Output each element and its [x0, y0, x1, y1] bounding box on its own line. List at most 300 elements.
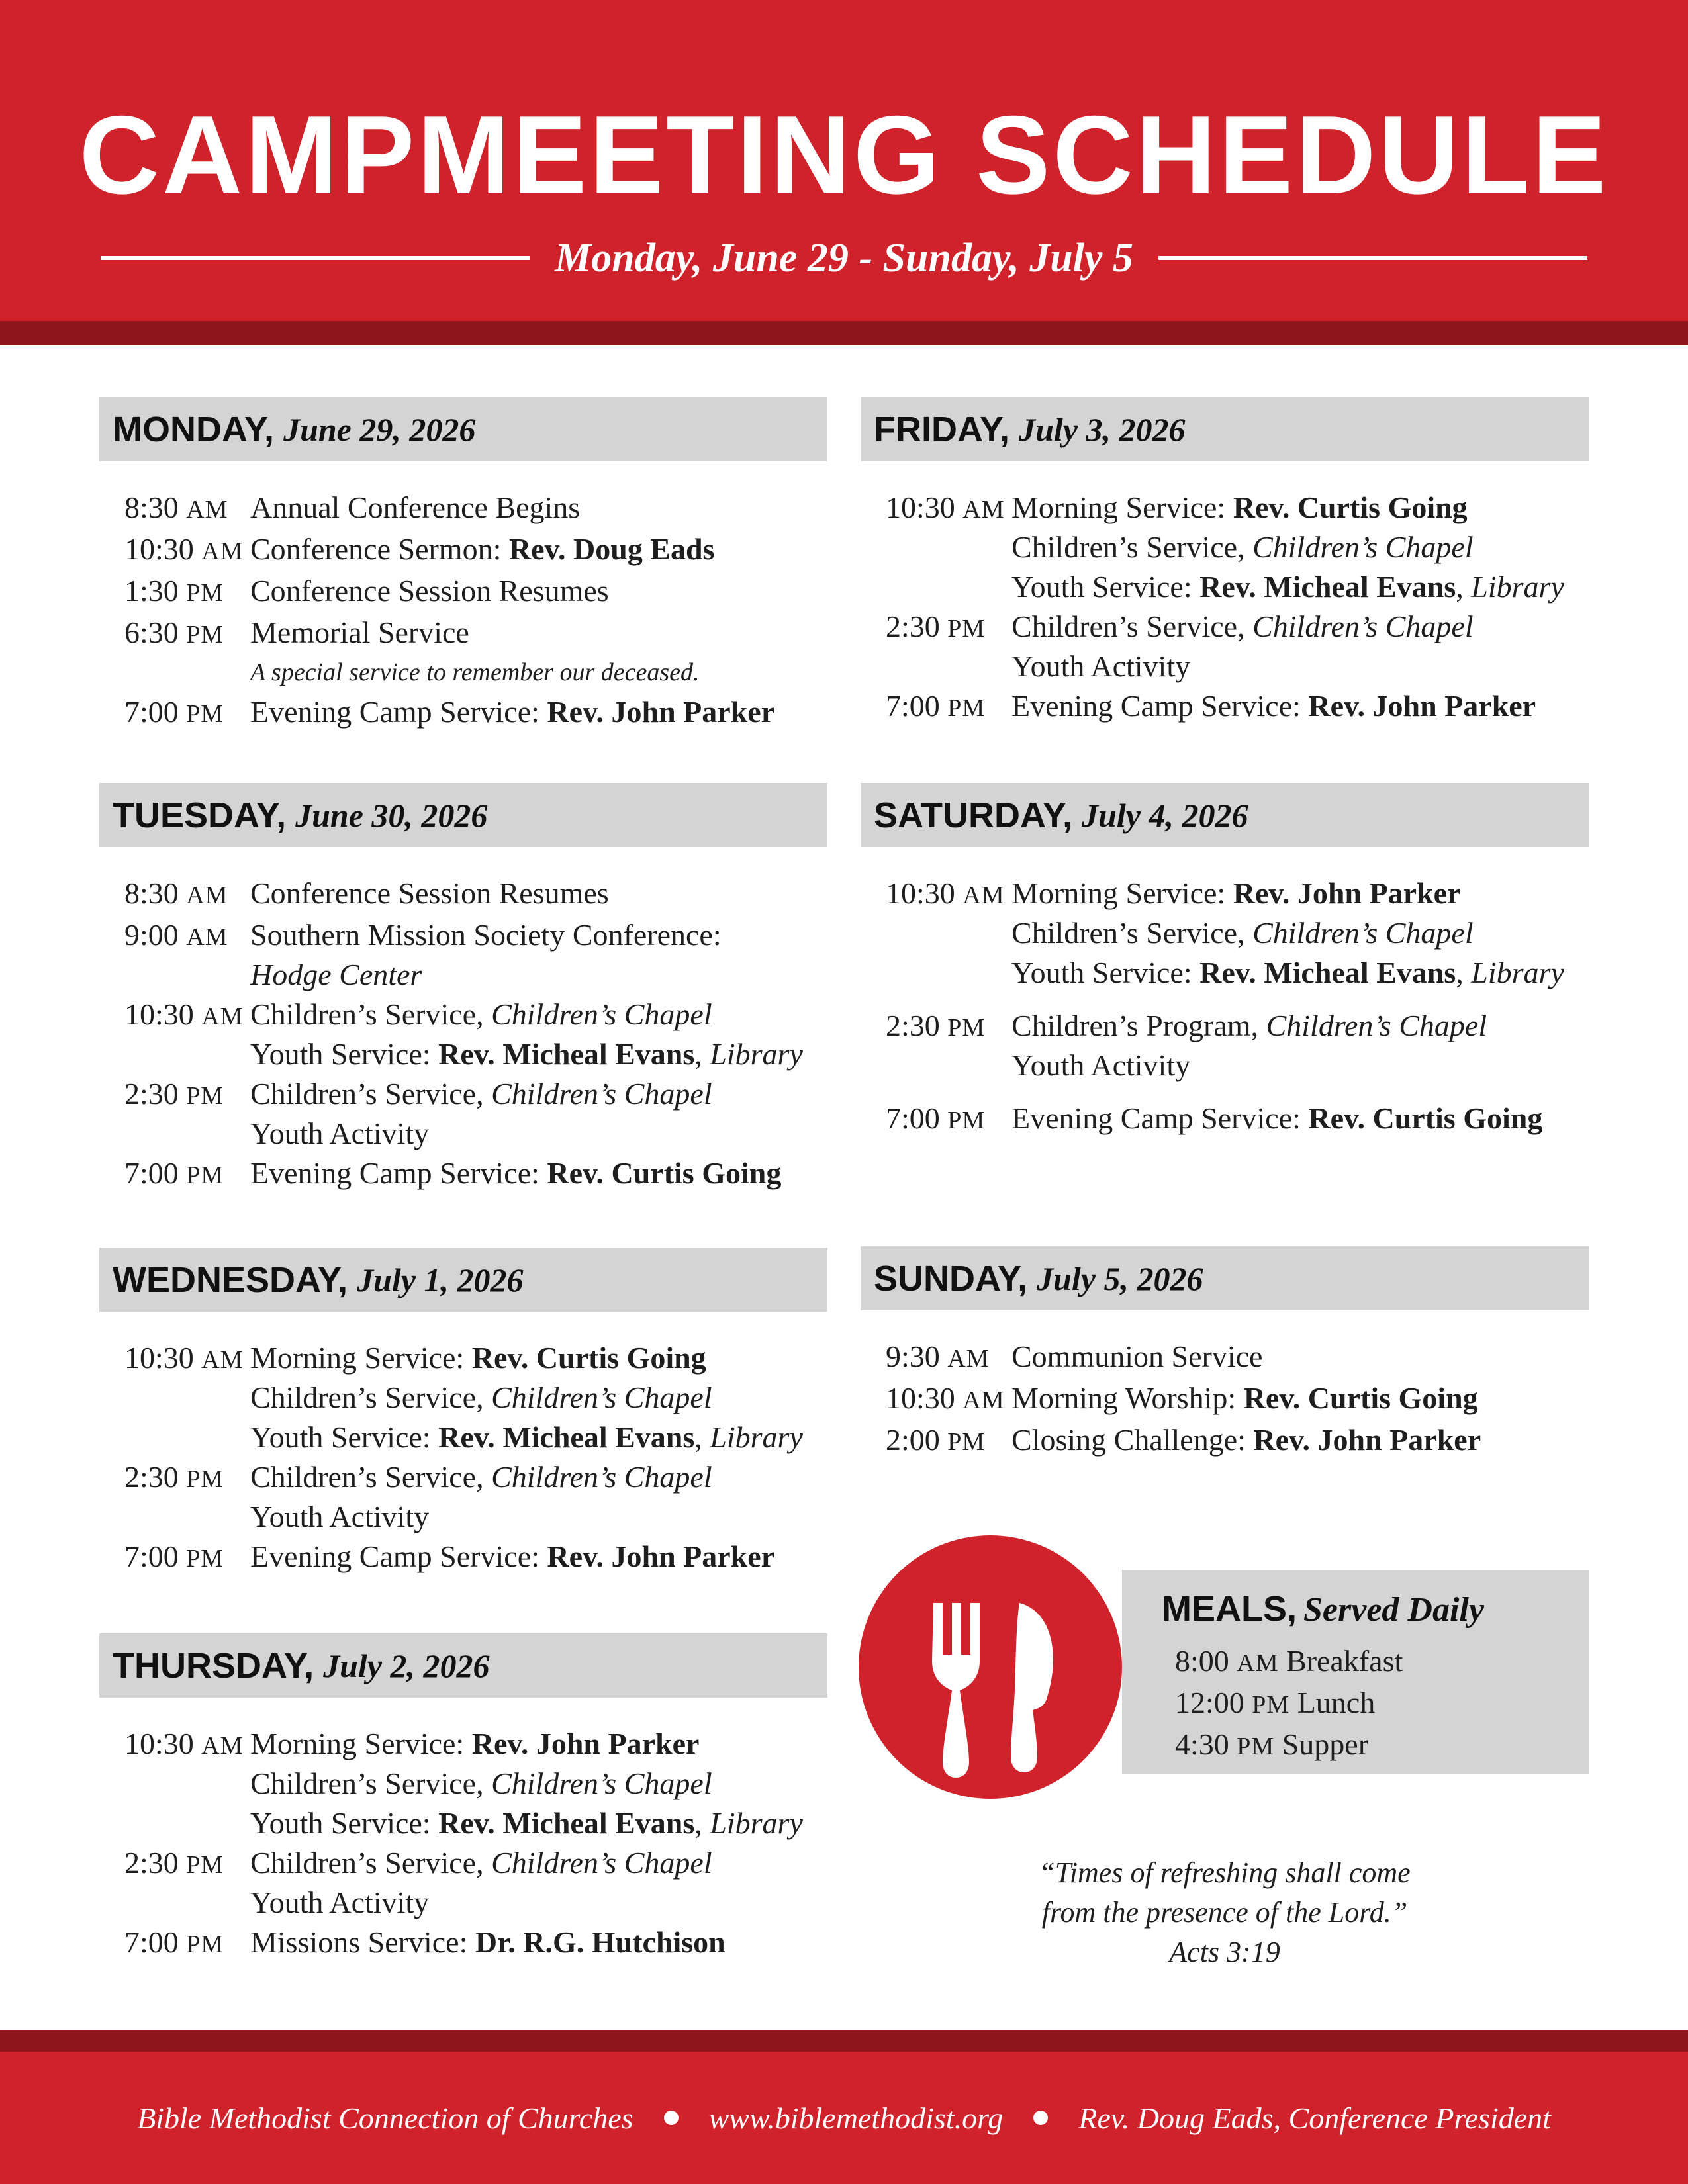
day-date: July 1, 2026 — [357, 1261, 524, 1298]
footer-banner — [0, 2052, 1688, 2184]
speaker-name: Rev. John Parker — [1253, 1423, 1481, 1457]
event-time-value: 9:30 — [886, 1340, 948, 1373]
meal-item — [1175, 1683, 1403, 1725]
day-date: July 2, 2026 — [323, 1647, 490, 1684]
event-time-value: 2:30 — [886, 1009, 948, 1042]
meals-title-subtitle: Served Daily — [1303, 1591, 1484, 1629]
event-row — [99, 1074, 827, 1154]
event-time — [861, 1099, 1011, 1140]
event-time-period: AM — [962, 882, 1005, 909]
speaker-name: Rev. Micheal Evans — [1199, 570, 1456, 604]
event-line — [250, 1764, 827, 1803]
event-line — [1011, 1099, 1589, 1138]
day-header — [99, 397, 827, 461]
event-time-period: AM — [186, 496, 228, 523]
meal-time-value: 4:30 — [1175, 1727, 1237, 1761]
event-row — [861, 686, 1589, 728]
speaker-name: Rev. John Parker — [1233, 876, 1461, 910]
event-text: Closing Challenge: — [1011, 1423, 1254, 1457]
day-date: July 3, 2026 — [1019, 410, 1186, 448]
event-location: Children’s Chapel — [491, 1381, 712, 1414]
header-stripe — [0, 321, 1688, 345]
event-row — [861, 1099, 1589, 1140]
event-row — [99, 1843, 827, 1923]
event-text: Youth Service: — [1011, 956, 1200, 989]
event-line — [1011, 527, 1589, 567]
event-location: Library — [710, 1420, 803, 1454]
event-text: Children’s Service, — [250, 1460, 492, 1494]
speaker-name: Rev. Micheal Evans — [438, 1420, 695, 1454]
event-location: Children’s Chapel — [1252, 610, 1474, 643]
event-time-period: AM — [947, 1345, 990, 1373]
event-text: Evening Camp Service: — [250, 1539, 547, 1573]
event-location: Children’s Chapel — [1252, 916, 1474, 950]
meals-badge — [859, 1535, 1122, 1799]
event-time — [99, 874, 250, 915]
event-line — [250, 571, 827, 611]
event-row — [99, 995, 827, 1074]
event-details — [250, 874, 827, 915]
event-line — [250, 1154, 827, 1193]
event-time — [99, 1338, 250, 1457]
day-date: June 29, 2026 — [283, 410, 476, 448]
event-row — [99, 1338, 827, 1457]
event-details — [250, 995, 827, 1074]
event-line — [250, 1338, 827, 1378]
event-time-period: AM — [201, 1346, 244, 1374]
event-line — [250, 529, 827, 569]
event-time — [99, 571, 250, 613]
event-time-value: 7:00 — [124, 1925, 187, 1959]
event-time-value: 10:30 — [886, 1381, 963, 1415]
event-time — [99, 1923, 250, 1964]
event-location: Children’s Chapel — [491, 1766, 712, 1800]
event-time-value: 8:30 — [124, 876, 187, 910]
speaker-name: Rev. John Parker — [1308, 689, 1536, 723]
scripture-quote — [960, 1853, 1489, 1972]
event-line — [1011, 1337, 1589, 1377]
event-line — [1011, 488, 1589, 527]
event-row — [99, 915, 827, 995]
event-location: Children’s Chapel — [1266, 1009, 1487, 1042]
event-text: Evening Camp Service: — [1011, 689, 1309, 723]
event-text: , — [694, 1037, 710, 1071]
quote-reference: Acts 3:19 — [1169, 1936, 1280, 1968]
event-time — [861, 607, 1011, 686]
event-line — [250, 1724, 827, 1764]
day-date: July 4, 2026 — [1082, 796, 1248, 834]
meal-time-value: 8:00 — [1175, 1644, 1237, 1678]
event-line — [250, 1537, 827, 1576]
event-line — [250, 874, 827, 913]
event-row — [99, 874, 827, 915]
event-row — [99, 488, 827, 529]
footer-stripe — [0, 2030, 1688, 2052]
event-details — [1011, 1099, 1589, 1140]
event-row — [99, 692, 827, 734]
event-note: A special service to remember our deceased. — [250, 659, 700, 686]
event-time — [99, 488, 250, 529]
day-name: WEDNESDAY, — [113, 1259, 348, 1300]
day-section-thursday — [99, 1633, 827, 1964]
speaker-name: Rev. John Parker — [547, 1539, 775, 1573]
event-line — [1011, 647, 1589, 686]
event-line — [250, 692, 827, 732]
event-time-period: AM — [962, 1387, 1005, 1414]
event-text: Children’s Service, — [250, 1077, 492, 1111]
day-section-monday — [99, 397, 827, 734]
event-row — [861, 1006, 1589, 1085]
day-header — [861, 783, 1589, 847]
event-time-period: PM — [947, 1428, 986, 1456]
event-text: Children’s Service, — [250, 1846, 492, 1880]
event-line — [250, 613, 827, 653]
event-details — [250, 529, 827, 571]
event-list — [99, 1338, 827, 1578]
event-list — [99, 1724, 827, 1964]
event-details — [1011, 1337, 1589, 1379]
event-text: Communion Service — [1011, 1340, 1263, 1373]
event-details — [250, 1154, 827, 1195]
event-text: Conference Session Resumes — [250, 876, 609, 910]
event-time — [99, 1537, 250, 1578]
event-line — [250, 488, 827, 527]
event-row — [861, 874, 1589, 993]
event-line — [1011, 1420, 1589, 1460]
event-location: Library — [710, 1806, 803, 1840]
event-time-period: AM — [962, 496, 1005, 523]
speaker-name: Rev. Curtis Going — [547, 1156, 782, 1190]
event-time-value: 7:00 — [124, 1539, 187, 1573]
event-time-period: PM — [186, 1851, 224, 1879]
event-time-value: 7:00 — [886, 689, 948, 723]
event-time-period: AM — [186, 923, 228, 951]
event-time-value: 1:30 — [124, 574, 187, 608]
speaker-name: Rev. Micheal Evans — [438, 1806, 695, 1840]
event-details — [250, 1537, 827, 1578]
event-text: , — [1456, 956, 1472, 989]
day-header — [99, 1633, 827, 1698]
event-line — [250, 1034, 827, 1074]
event-location: Library — [1471, 956, 1564, 989]
event-text: Children’s Service, — [1011, 530, 1253, 564]
event-line — [250, 1843, 827, 1883]
event-line — [250, 1457, 827, 1497]
day-section-sunday — [861, 1246, 1589, 1462]
bullet-dot-icon — [1033, 2111, 1048, 2125]
event-row — [861, 488, 1589, 607]
meal-label: Breakfast — [1278, 1644, 1403, 1678]
day-section-saturday — [861, 783, 1589, 1140]
event-details — [250, 613, 827, 692]
event-text: Youth Activity — [250, 1500, 430, 1533]
meal-time-period: PM — [1252, 1691, 1290, 1719]
event-time-value: 7:00 — [124, 1156, 187, 1190]
event-time-value: 7:00 — [886, 1101, 948, 1135]
event-time-period: PM — [947, 615, 986, 643]
day-name: SATURDAY, — [874, 795, 1073, 835]
event-time — [99, 915, 250, 995]
event-location: Children’s Chapel — [491, 997, 712, 1031]
event-time-value: 10:30 — [886, 876, 963, 910]
event-time — [861, 686, 1011, 728]
day-section-wednesday — [99, 1248, 827, 1578]
footer-website-link[interactable]: www.biblemethodist.org — [708, 2101, 1004, 2135]
event-line — [250, 1497, 827, 1537]
event-details — [1011, 686, 1589, 728]
event-text: Morning Service: — [250, 1341, 472, 1375]
bullet-dot-icon — [664, 2111, 679, 2125]
event-time-value: 10:30 — [886, 490, 963, 524]
event-line — [250, 1883, 827, 1923]
event-time-period: PM — [186, 579, 224, 607]
event-location: Children’s Chapel — [491, 1846, 712, 1880]
subtitle-rule-left — [101, 256, 530, 260]
event-time-value: 6:30 — [124, 615, 187, 649]
event-time — [99, 613, 250, 692]
event-details — [250, 692, 827, 734]
footer-organization: Bible Methodist Connection of Churches — [137, 2101, 633, 2135]
event-time — [99, 692, 250, 734]
event-time-value: 10:30 — [124, 997, 202, 1031]
day-section-friday — [861, 397, 1589, 728]
event-time-value: 10:30 — [124, 1727, 202, 1760]
event-location: Children’s Chapel — [491, 1077, 712, 1111]
speaker-name: Rev. John Parker — [547, 695, 775, 729]
event-list — [861, 488, 1589, 728]
speaker-name: Rev. Micheal Evans — [1199, 956, 1456, 989]
event-text: Morning Service: — [1011, 490, 1233, 524]
day-name: MONDAY, — [113, 409, 275, 449]
meal-label: Supper — [1274, 1727, 1369, 1761]
event-line — [1011, 874, 1589, 913]
event-list — [99, 488, 827, 734]
speaker-name: Rev. John Parker — [471, 1727, 700, 1760]
event-list — [861, 874, 1589, 1140]
event-time — [861, 1006, 1011, 1085]
event-text: , — [694, 1806, 710, 1840]
meal-time-period: AM — [1237, 1649, 1279, 1677]
event-line — [250, 1114, 827, 1154]
day-date: July 5, 2026 — [1037, 1259, 1203, 1297]
event-text: , — [1456, 570, 1472, 604]
event-line — [250, 1074, 827, 1114]
event-text: Morning Worship: — [1011, 1381, 1244, 1415]
event-text: Morning Service: — [1011, 876, 1233, 910]
day-header — [861, 1246, 1589, 1310]
event-text: Memorial Service — [250, 615, 469, 649]
event-line — [250, 915, 827, 955]
event-text: Southern Mission Society Conference: — [250, 918, 722, 952]
event-location: Children’s Chapel — [491, 1460, 712, 1494]
event-time — [99, 995, 250, 1074]
event-text: Children’s Service, — [1011, 610, 1253, 643]
speaker-name: Rev. Micheal Evans — [438, 1037, 695, 1071]
event-text: Children’s Service, — [250, 1766, 492, 1800]
event-time-value: 9:00 — [124, 918, 187, 952]
event-row — [99, 613, 827, 692]
event-time-period: PM — [186, 1931, 224, 1958]
event-row — [99, 529, 827, 571]
meal-item — [1175, 1725, 1403, 1766]
event-details — [250, 1338, 827, 1457]
meals-list — [1175, 1641, 1403, 1766]
event-line — [1011, 1006, 1589, 1046]
event-time — [861, 874, 1011, 993]
event-details — [1011, 874, 1589, 993]
event-details — [250, 488, 827, 529]
event-text: Morning Service: — [250, 1727, 472, 1760]
event-details — [1011, 607, 1589, 686]
day-date: June 30, 2026 — [295, 796, 488, 834]
day-header — [861, 397, 1589, 461]
event-row — [99, 571, 827, 613]
day-name: THURSDAY, — [113, 1645, 314, 1686]
event-details — [250, 1923, 827, 1964]
event-line — [250, 955, 827, 995]
event-time-period: AM — [201, 537, 244, 565]
event-time — [99, 529, 250, 571]
event-line — [250, 1923, 827, 1962]
event-time — [99, 1843, 250, 1923]
meals-panel — [1122, 1570, 1589, 1774]
event-line — [250, 1378, 827, 1418]
event-text: Youth Service: — [1011, 570, 1200, 604]
event-list — [99, 874, 827, 1195]
event-text: Youth Activity — [250, 1886, 430, 1919]
speaker-name: Rev. Curtis Going — [1308, 1101, 1543, 1135]
event-time — [861, 488, 1011, 607]
quote-line-1: “Times of refreshing shall come — [1039, 1856, 1411, 1889]
speaker-name: Dr. R.G. Hutchison — [475, 1925, 726, 1959]
event-row — [99, 1154, 827, 1195]
event-time — [99, 1154, 250, 1195]
event-details — [1011, 1006, 1589, 1085]
event-line — [1011, 953, 1589, 993]
event-line — [1011, 1379, 1589, 1418]
footer-president: Rev. Doug Eads, Conference President — [1078, 2101, 1551, 2135]
event-time-value: 2:30 — [124, 1846, 187, 1880]
event-details — [250, 1724, 827, 1843]
meal-time-period: PM — [1237, 1733, 1275, 1760]
event-line — [1011, 686, 1589, 726]
event-text: Conference Session Resumes — [250, 574, 609, 608]
event-text: Children’s Service, — [1011, 916, 1253, 950]
event-text: , — [694, 1420, 710, 1454]
event-text: Youth Activity — [1011, 649, 1191, 683]
event-text: Children’s Program, — [1011, 1009, 1266, 1042]
event-time-period: PM — [947, 694, 986, 722]
event-line — [250, 1418, 827, 1457]
event-time-period: PM — [186, 700, 224, 728]
event-time — [861, 1337, 1011, 1379]
event-details — [250, 915, 827, 995]
event-time-period: PM — [186, 1545, 224, 1572]
event-time — [861, 1420, 1011, 1462]
event-time — [861, 1379, 1011, 1420]
event-row — [99, 1457, 827, 1537]
day-name: SUNDAY, — [874, 1258, 1028, 1298]
event-text: Evening Camp Service: — [250, 1156, 547, 1190]
day-header — [99, 1248, 827, 1312]
event-text: Youth Activity — [250, 1116, 430, 1150]
event-row — [99, 1923, 827, 1964]
event-row — [99, 1724, 827, 1843]
event-text: Youth Service: — [250, 1037, 439, 1071]
event-time — [99, 1724, 250, 1843]
meal-label: Lunch — [1289, 1686, 1376, 1719]
event-time-value: 8:30 — [124, 490, 187, 524]
event-time-value: 2:30 — [886, 610, 948, 643]
quote-line-2: from the presence of the Lord.” — [1041, 1896, 1408, 1929]
event-location: Library — [1471, 570, 1564, 604]
event-row — [861, 1420, 1589, 1462]
event-time — [99, 1457, 250, 1537]
event-text: Conference Sermon: — [250, 532, 509, 566]
event-time-value: 2:00 — [886, 1423, 948, 1457]
speaker-name: Rev. Curtis Going — [471, 1341, 706, 1375]
subtitle-rule-right — [1158, 256, 1587, 260]
event-time-value: 10:30 — [124, 532, 202, 566]
event-details — [250, 571, 827, 613]
event-time-period: AM — [186, 882, 228, 909]
event-location: Library — [710, 1037, 803, 1071]
event-time-value: 2:30 — [124, 1460, 187, 1494]
date-range-subtitle: Monday, June 29 - Sunday, July 5 — [555, 235, 1133, 281]
event-time — [99, 1074, 250, 1154]
day-name: TUESDAY, — [113, 795, 287, 835]
event-time-period: PM — [186, 1161, 224, 1189]
header-banner — [0, 0, 1688, 321]
event-details — [250, 1074, 827, 1154]
event-time-value: 10:30 — [124, 1341, 202, 1375]
day-name: FRIDAY, — [874, 409, 1010, 449]
event-text: Missions Service: — [250, 1925, 475, 1959]
event-details — [250, 1457, 827, 1537]
event-line — [250, 1803, 827, 1843]
event-text: Annual Conference Begins — [250, 490, 581, 524]
event-line — [1011, 607, 1589, 647]
event-text: Evening Camp Service: — [1011, 1101, 1309, 1135]
meals-title — [1162, 1588, 1484, 1629]
event-text: Children’s Service, — [250, 1381, 492, 1414]
event-list — [861, 1337, 1589, 1462]
meals-title-label: MEALS, — [1162, 1589, 1297, 1629]
day-header — [99, 783, 827, 847]
subtitle-row — [101, 235, 1587, 281]
event-time-period: PM — [947, 1107, 986, 1134]
meal-time-value: 12:00 — [1175, 1686, 1252, 1719]
event-time-period: PM — [186, 1465, 224, 1493]
event-text: Youth Activity — [1011, 1048, 1191, 1082]
event-text: Youth Service: — [250, 1420, 439, 1454]
event-time-period: PM — [186, 1082, 224, 1110]
event-line — [250, 995, 827, 1034]
event-time-value: 7:00 — [124, 695, 187, 729]
event-row — [861, 1337, 1589, 1379]
event-line — [1011, 567, 1589, 607]
event-details — [1011, 1379, 1589, 1420]
speaker-name: Rev. Curtis Going — [1233, 490, 1468, 524]
event-details — [250, 1843, 827, 1923]
event-location: Children’s Chapel — [1252, 530, 1474, 564]
event-time-period: PM — [947, 1014, 986, 1042]
event-time-value: 2:30 — [124, 1077, 187, 1111]
event-text: Children’s Service, — [250, 997, 492, 1031]
event-time-period: AM — [201, 1732, 244, 1760]
day-section-tuesday — [99, 783, 827, 1195]
event-row — [861, 1379, 1589, 1420]
